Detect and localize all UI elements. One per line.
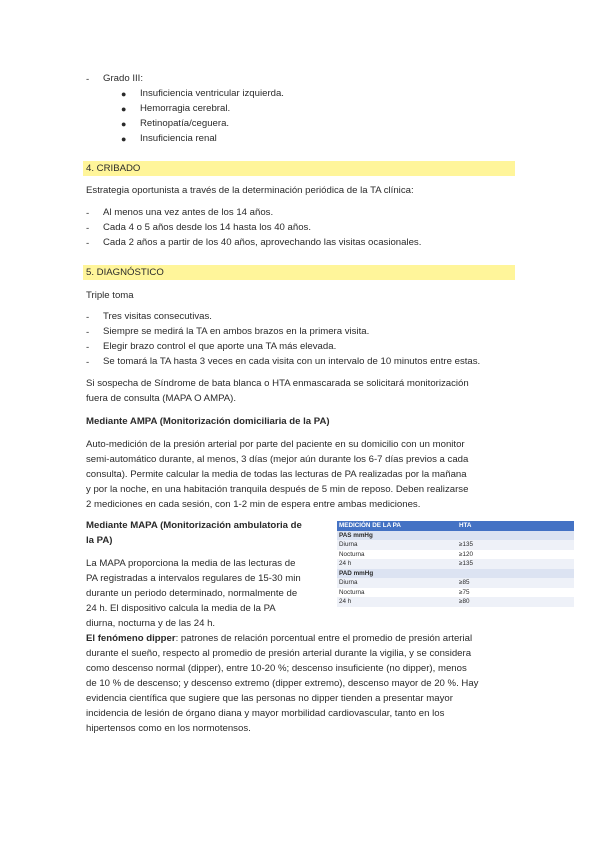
list-item: Tres visitas consecutivas. [103, 311, 212, 322]
list-item: Insuficiencia renal [140, 133, 217, 144]
table-row [337, 597, 574, 607]
bullet-icon: ● [121, 134, 127, 144]
list-dash: - [86, 312, 90, 323]
dipper-first-line [86, 633, 472, 645]
table-cell: Nocturna [337, 588, 457, 598]
hta-table [337, 521, 574, 607]
table-row [337, 588, 574, 598]
table-cell: Nocturna [337, 550, 457, 560]
table-cell: ≥120 [457, 550, 574, 560]
table-cell: 24 h [337, 597, 457, 607]
bullet-icon: ● [121, 119, 127, 129]
bullet-icon: ● [121, 89, 127, 99]
mapa-title: la PA) [86, 535, 113, 546]
table-cell: 24 h [337, 559, 457, 569]
paragraph-line: fuera de consulta (MAPA O AMPA). [86, 393, 237, 404]
table-row [337, 540, 574, 550]
paragraph-line: como descenso normal (dipper), entre 10-20 %; descenso insuficiente (no dipper), menos [86, 663, 467, 674]
paragraph-line: 24 h. El dispositivo calcula la media de la PA [86, 603, 276, 614]
list-item: Al menos una vez antes de los 14 años. [103, 207, 274, 218]
ampa-title: Mediante AMPA (Monitorización domiciliaria de la PA) [86, 416, 330, 427]
paragraph-line: La MAPA proporciona la media de las lecturas de [86, 558, 296, 569]
paragraph-line: Auto-medición de la presión arterial por parte del paciente en su domicilio con un monitor [86, 439, 465, 450]
list-dash: - [86, 223, 90, 234]
paragraph-line: incidencia de lesión de órgano diana y mayor morbilidad cardiovascular, tanto en los [86, 708, 445, 719]
table-header-cell: MEDICIÓN DE LA PA [337, 521, 457, 531]
table-header-row [337, 521, 574, 531]
table-group-row [337, 569, 574, 579]
paragraph-line: Si sospecha de Síndrome de bata blanca o HTA enmascarada se solicitará monitorización [86, 378, 469, 389]
section-heading-cribado: 4. CRIBADO [86, 163, 141, 174]
list-dash: - [86, 342, 90, 353]
list-dash: - [86, 357, 90, 368]
paragraph-line: y por la noche, en una habitación tranquila después de 5 min de reposo. Deben realizarse [86, 484, 469, 495]
paragraph-line: evidencia científica que sugiere que las personas no dipper tienden a presentar mayor [86, 693, 453, 704]
table-header-cell: HTA [457, 521, 574, 531]
table-cell: ≥135 [457, 540, 574, 550]
subtitle-triple-toma: Triple toma [86, 290, 134, 301]
paragraph-line: 2 mediciones en cada sesión, con 1-2 min de espera entre ambas mediciones. [86, 499, 421, 510]
paragraph-line: consulta). Permite calcular la media de todas las lecturas de PA realizadas por la mañana [86, 469, 467, 480]
table-row [337, 559, 574, 569]
table-cell: Diurna [337, 540, 457, 550]
paragraph-line: PA registradas a intervalos regulares de 15-30 min [86, 573, 301, 584]
paragraph-line: durante un periodo determinado, normalmente de [86, 588, 298, 599]
table-row [337, 578, 574, 588]
dipper-first-line-rest: : patrones de relación porcentual entre el promedio de presión arterial [175, 633, 473, 644]
bullet-icon: ● [121, 104, 127, 114]
table-group-label: PAD mmHg [337, 569, 457, 579]
list-item: Se tomará la TA hasta 3 veces en cada visita con un intervalo de 10 minutos entre estas. [103, 356, 481, 367]
mapa-title: Mediante MAPA (Monitorización ambulatoria de [86, 520, 302, 531]
table-cell: Diurna [337, 578, 457, 588]
cribado-intro: Estrategia oportunista a través de la determinación periódica de la TA clínica: [86, 185, 414, 196]
list-item: Retinopatía/ceguera. [140, 118, 230, 129]
table-group-row [337, 531, 574, 541]
list-dash: - [86, 238, 90, 249]
dipper-term: El fenómeno dipper [86, 633, 176, 644]
list-item: Elegir brazo control el que aporte una TA más elevada. [103, 341, 337, 352]
list-dash: - [86, 74, 90, 85]
paragraph-line: hipertensos como en los normotensos. [86, 723, 251, 734]
table-cell: ≥135 [457, 559, 574, 569]
paragraph-line: durante el sueño, respecto al promedio de presión arterial durante la vigilia, y se considera [86, 648, 472, 659]
section-heading-highlight [83, 161, 515, 176]
paragraph-line: de 10 % de descenso; y descenso extremo (dipper extremo), descenso mayor de 20 %. Hay [86, 678, 479, 689]
list-item: Hemorragia cerebral. [140, 103, 231, 114]
table-row [337, 550, 574, 560]
list-dash: - [86, 327, 90, 338]
paragraph-line: semi-automático durante, al menos, 3 días (mejor aún durante los 6-7 días previos a cada [86, 454, 469, 465]
list-dash: - [86, 208, 90, 219]
list-item: Cada 2 años a partir de los 40 años, aprovechando las visitas ocasionales. [103, 237, 422, 248]
list-item: Insuficiencia ventricular izquierda. [140, 88, 284, 99]
table-cell: ≥80 [457, 597, 574, 607]
grado-title: Grado III: [103, 73, 143, 84]
list-item: Cada 4 o 5 años desde los 14 hasta los 40 años. [103, 222, 312, 233]
section-heading-diagnostico: 5. DIAGNÓSTICO [86, 267, 164, 278]
table-group-label: PAS mmHg [337, 531, 457, 541]
table-cell: ≥75 [457, 588, 574, 598]
paragraph-line: diurna, nocturna y de las 24 h. [86, 618, 216, 629]
list-item: Siempre se medirá la TA en ambos brazos en la primera visita. [103, 326, 370, 337]
table-cell: ≥85 [457, 578, 574, 588]
